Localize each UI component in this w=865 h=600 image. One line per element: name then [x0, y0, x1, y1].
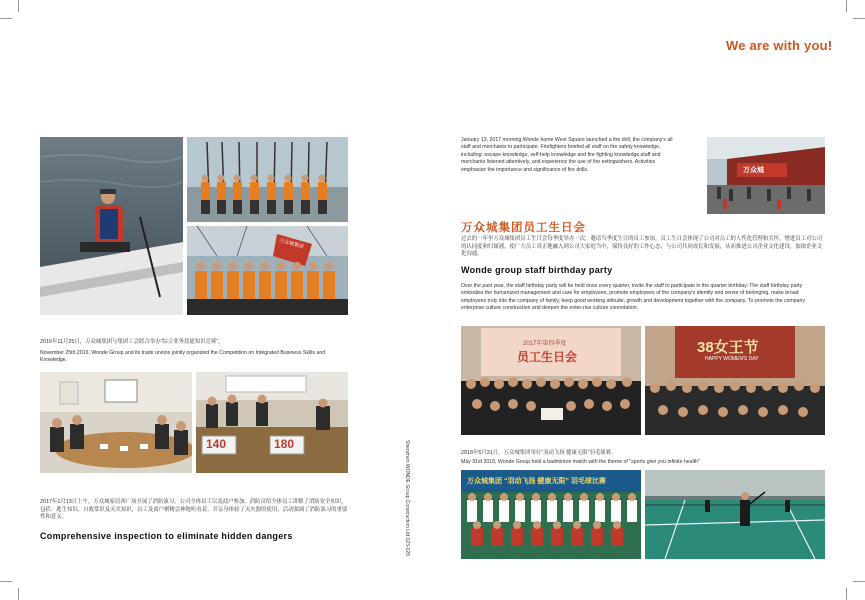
photo-knowledge-contest: [196, 372, 348, 473]
competition-caption-cn: 2016年11月25日，万众城集团与集团工会联合举办“综合业务技能知识竞赛”。: [40, 339, 224, 345]
crop-mark: [0, 581, 12, 582]
womens-day-banner-sub: HAPPY WOMEN'S DAY: [705, 356, 759, 362]
photo-meeting-room: [40, 372, 192, 473]
birthday-heading: Wonde group staff birthday party: [461, 265, 613, 275]
photo-badminton-group: [461, 470, 641, 559]
fire-drill-heading: Comprehensive inspection to eliminate hidden dangers: [40, 531, 293, 541]
photo-team-flag: [187, 226, 348, 315]
score-card-b: 180: [274, 437, 295, 451]
fire-drill-body-cn: 2017年1月13日上午，万众城家居西广场开展了消防演习，公司全体员工以及商户参加。消防员给全体员工讲解了消防安全知识，包括：逃生知识、自救常识及灭火知识，员工及商户聚精会神地听看着，并亲身体验了灭火器的使用，活动强调了消防演习的重要性和意义。: [40, 499, 348, 521]
team-flag-banner: 万众城集团: [278, 237, 305, 251]
crop-mark: [18, 0, 19, 12]
fire-drill-body-en: January 13, 2017 morning,Wonde home West Square launched a fire drill, the company's all staff and merchants to participate. Firefighters briefed all staff on fire safety knowledge, including: escape knowledge, self-help knowledge and fire fighting knowledge,staff and merchants listened attentively, and experience the use of fire extinguishers. Activities emphasize the importance and significance of fire drills.: [461, 137, 673, 173]
crop-mark: [853, 581, 865, 582]
photo-store-front: [707, 137, 825, 214]
store-sign: 万众城: [743, 167, 764, 174]
birthday-title-cn: 万众城集团员工生日会: [461, 222, 586, 234]
crop-mark: [846, 0, 847, 12]
womens-day-banner: 38女王节: [697, 339, 759, 356]
score-card-a: 140: [206, 437, 227, 451]
birthday-banner-year: 2017年第四季度: [523, 341, 567, 347]
birthday-body-en: Over the past year, the staff birthday party will be held once every quarter, invite the staff to participate in the quarter birthday. The staff birthday party embodies the humanized management and care for employees, promote employees of the company's identity and sense of belonging, make broad employees truly into the company of family, keep good working attitude, growth and development together with the company. To promote the company enterprise culture construction and deepen the enter-rise culture connotation.: [461, 283, 806, 312]
competition-caption-en: November 25th,2016, Wonde Group and its trade unions jointly organized the Competition on Integrated Business Skills and Knowledge.: [40, 350, 326, 364]
spine-text: Shenzhen WONDE Group Construction Ltd 023-028: [404, 440, 410, 556]
photo-rowing-team: [187, 137, 348, 222]
photo-birthday-party: [461, 326, 641, 435]
birthday-body-cn: 过去的一年里万众城集团员工生日会每季度举办一次，邀请当季度生日的员工参加。员工生日会体现了公司对员工的人性化管理和关怀，增进员工对公司的认同度和归属感，使广大员工真正地融入到公司大家庭当中，保持良好的工作心态，与公司共同成长和发展，从而推进公司企业文化建设，加深企业文化沟通。: [461, 236, 823, 258]
crop-mark: [846, 588, 847, 600]
birthday-banner-title: 员工生日会: [517, 350, 578, 364]
badminton-banner: 万众城集团 “羽动飞扬 健康无限” 羽毛球比赛: [467, 478, 606, 485]
badminton-caption-en: May 31st 2018, Wonde Group held a badminton match with the theme of "sports give you infinite health": [461, 459, 700, 465]
photo-womens-day: [645, 326, 825, 435]
badminton-caption-cn: 2018年5月31日，万众城集团举行“羽动飞扬 健康无限”羽毛球赛。: [461, 450, 617, 456]
photo-badminton-court: [645, 470, 825, 559]
crop-mark: [0, 18, 12, 19]
brand-slogan: We are with you!: [726, 38, 833, 53]
crop-mark: [18, 588, 19, 600]
photo-boat: [40, 137, 183, 315]
crop-mark: [853, 18, 865, 19]
